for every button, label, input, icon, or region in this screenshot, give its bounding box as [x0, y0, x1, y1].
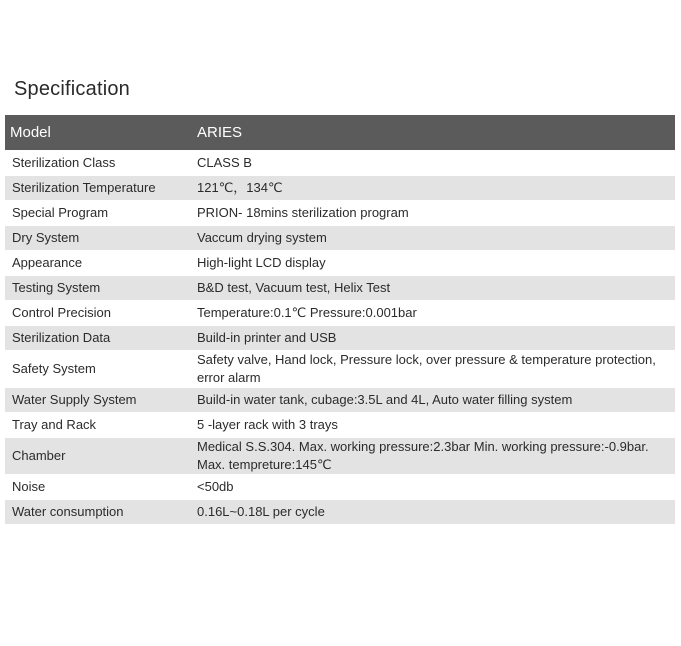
- row-value: Vaccum drying system: [197, 230, 327, 245]
- page-title: Specification: [14, 78, 130, 100]
- row-label: Sterilization Temperature: [12, 180, 156, 195]
- row-value: Safety valve, Hand lock, Pressure lock, over pressure & temperature protection, error alarm: [197, 352, 656, 385]
- table-row: [5, 350, 675, 387]
- table-row: [5, 150, 675, 175]
- row-value: 0.16L~0.18L per cycle: [197, 504, 325, 519]
- table-row: [5, 412, 675, 437]
- spec-table: [5, 115, 675, 524]
- table-header: [5, 115, 675, 150]
- table-row: [5, 225, 675, 250]
- row-label: Control Precision: [12, 305, 111, 320]
- row-value: Build-in water tank, cubage:3.5L and 4L, Auto water filling system: [197, 392, 573, 407]
- row-value: B&D test, Vacuum test, Helix Test: [197, 280, 391, 295]
- row-label: Noise: [12, 479, 46, 494]
- row-label: Special Program: [12, 205, 109, 220]
- row-label: Water consumption: [12, 504, 124, 519]
- table-row: [5, 175, 675, 200]
- row-label: Appearance: [12, 255, 83, 270]
- row-label: Dry System: [12, 230, 80, 245]
- table-row: [5, 437, 675, 474]
- table-row: [5, 499, 675, 524]
- row-value: High-light LCD display: [197, 255, 326, 270]
- table-row: [5, 474, 675, 499]
- table-row: [5, 275, 675, 300]
- row-value: Medical S.S.304. Max. working pressure:2.3bar Min. working pressure:-0.9bar. Max. tempreture:145℃: [197, 439, 649, 472]
- row-label: Water Supply System: [12, 392, 137, 407]
- row-label: Safety System: [12, 361, 96, 376]
- table-row: [5, 387, 675, 412]
- row-label: Sterilization Data: [12, 330, 111, 345]
- row-label: Testing System: [12, 280, 101, 295]
- header-value: ARIES: [197, 124, 243, 141]
- row-value: <50db: [197, 479, 234, 494]
- row-value: CLASS B: [197, 155, 252, 170]
- table-row: [5, 200, 675, 225]
- row-label: Chamber: [12, 448, 66, 463]
- header-label: Model: [10, 124, 51, 141]
- table-row: [5, 300, 675, 325]
- row-value: PRION- 18mins sterilization program: [197, 205, 409, 220]
- table-row: [5, 250, 675, 275]
- row-value: Build-in printer and USB: [197, 330, 337, 345]
- row-label: Tray and Rack: [12, 417, 97, 432]
- row-value: 121℃，134℃: [197, 180, 283, 195]
- row-value: Temperature:0.1℃ Pressure:0.001bar: [197, 305, 417, 320]
- row-label: Sterilization Class: [12, 155, 116, 170]
- table-row: [5, 325, 675, 350]
- row-value: 5 -layer rack with 3 trays: [197, 417, 338, 432]
